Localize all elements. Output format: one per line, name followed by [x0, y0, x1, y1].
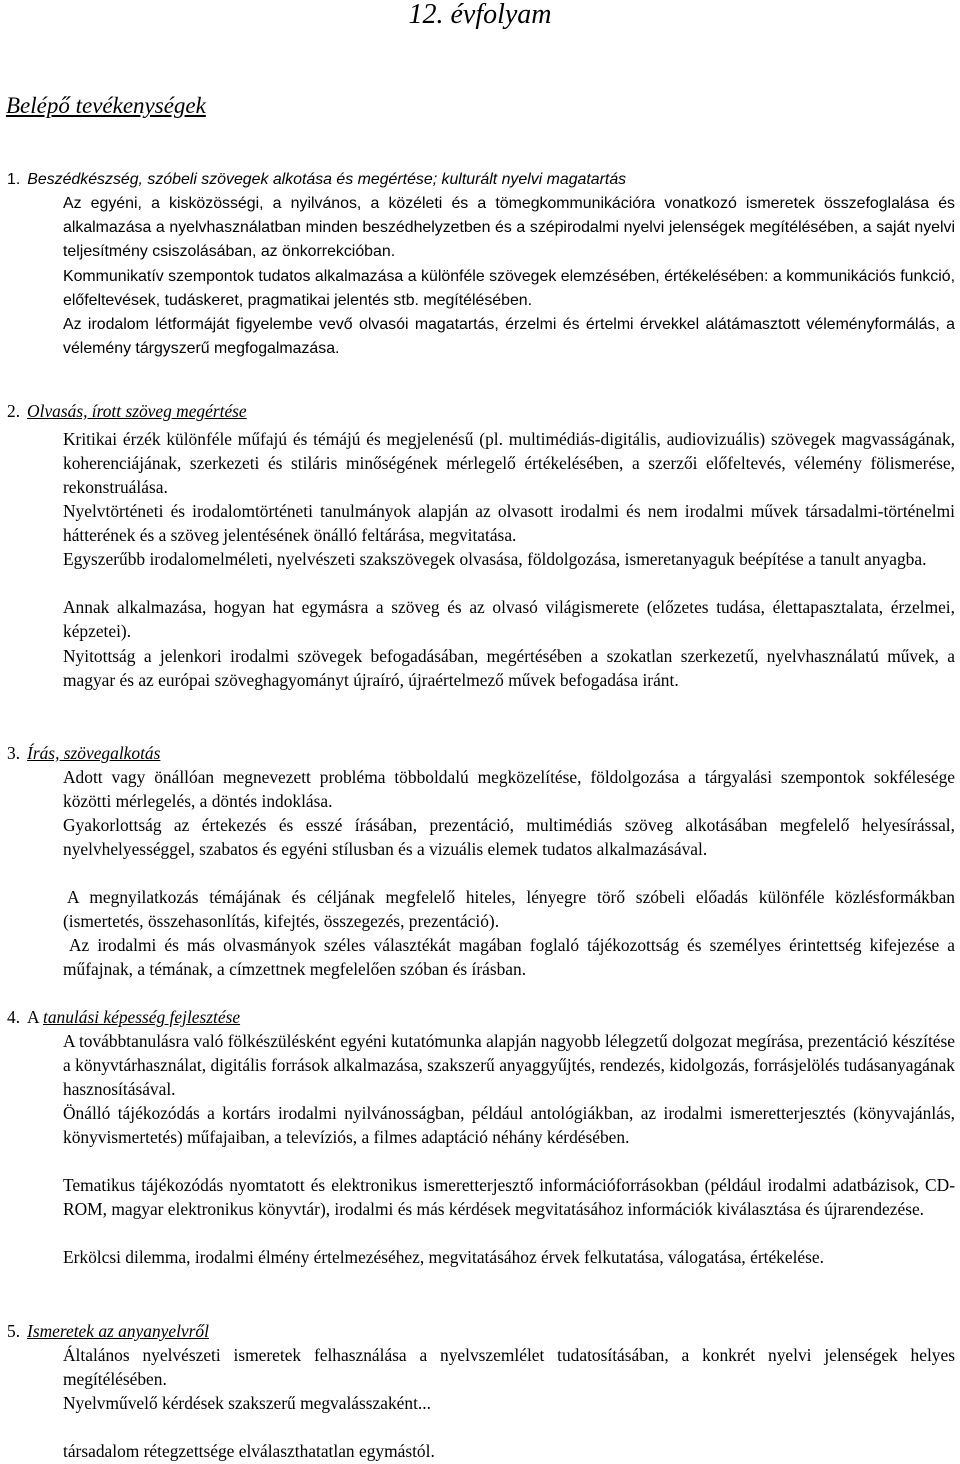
- section-number: 5.: [7, 1321, 21, 1341]
- section-5-paragraph: Nyelvművelő kérdések szakszerű megvalásszaként...: [63, 1393, 431, 1413]
- section-4-paragraph: Erkölcsi dilemma, irodalmi élmény értelmezéséhez, megvitatásához érvek felkutatása, válogatása, értékelése.: [63, 1247, 824, 1267]
- section-2-heading: [7, 399, 247, 423]
- section-title: Olvasás, írott szöveg megértése: [27, 401, 247, 421]
- section-3-paragraph: Az irodalmi és más olvasmányok széles választékát magában foglaló tájékozottság és személyes érintettség kifejezése a műfajnak, a témának, a címzettnek megfelelően szóban és írásban.: [63, 935, 955, 979]
- section-1-heading: [7, 168, 626, 192]
- section-4-paragraph: A továbbtanulásra való fölkészülésként egyéni kutatómunka alapján nagyobb lélegzetű dolgozat megírása, prezentáció készítése a könyvtárhasználat, digitális források alkalmazása, szakszerű anyaggyűjtés, rendezés, kidolgozás, forrásjelölés tudásanyagának hasznosításával.: [63, 1031, 955, 1099]
- section-1-paragraph: Kommunikatív szempontok tudatos alkalmazása a különféle szövegek elemzésében, értékelésében: a kommunikációs funkció, előfeltevések, tudáskeret, pragmatikai jelentés stb. megítélésében.: [63, 268, 955, 309]
- section-4-heading: [7, 1005, 240, 1029]
- section-title: Ismeretek az anyanyelvről: [27, 1321, 209, 1341]
- section-title-prefix: A: [27, 1007, 39, 1027]
- section-2-paragraph: Kritikai érzék különféle műfajú és témájú és megjelenésű (pl. multimédiás-digitális, audiovizuális) szövegek magvasságának, koherenciájának, szerkezeti és stiláris minőségének mérlegelő értékelésében, a szerzői előfeltevés, vélemény fölismerése, rekonstruálása.: [63, 429, 955, 497]
- page-subtitle: Belépő tevékenységek: [6, 93, 206, 118]
- section-3-paragraph: A megnyilatkozás témájának és céljának megfelelő hiteles, lényegre törő szóbeli előadás különféle közlésformákban (ismertetés, összehasonlítás, kifejtés, összegezés, prezentáció).: [63, 887, 955, 931]
- section-4-paragraph: Önálló tájékozódás a kortárs irodalmi nyilvánosságban, például antológiákban, az irodalmi ismeretterjesztés (könyvajánlás, könyvismertetés) műfajaiban, a televíziós, a filmes adaptáció néhány kérdésében.: [63, 1103, 955, 1147]
- section-2-paragraph: Nyelvtörténeti és irodalomtörténeti tanulmányok alapján az olvasott irodalmi és nem irodalmi művek társadalmi-történelmi hátterének és a szöveg jelentésének önálló feltárása, megvitatása.: [63, 501, 955, 545]
- section-number: 3.: [7, 743, 21, 763]
- section-3-paragraph: Adott vagy önállóan megnevezett probléma többoldalú megközelítése, földolgozása a tárgyalási szempontok sokfélesége közötti mérlegelés, a döntés indoklása.: [63, 767, 955, 811]
- section-title: Beszédkészség, szóbeli szövegek alkotása és megértése; kulturált nyelvi magatartás: [27, 171, 627, 188]
- section-title: Írás, szövegalkotás: [27, 743, 161, 763]
- section-5-paragraph: Általános nyelvészeti ismeretek felhasználása a nyelvszemlélet tudatosításában, a konkrét nyelvi jelenségek helyes megítélésében.: [63, 1345, 955, 1389]
- section-3-paragraph: Gyakorlottság az értekezés és esszé írásában, prezentáció, multimédiás szöveg alkotásában megfelelő helyesírással, nyelvhelyességgel, szabatos és egyéni stílusban és a vizuális elemek tudatos alkalmazásával.: [63, 815, 955, 859]
- section-2-paragraph: Egyszerűbb irodalomelméleti, nyelvészeti szakszövegek olvasása, földolgozása, ismeretanyaguk beépítése a tanult anyagba.: [63, 549, 927, 569]
- section-number: 2.: [7, 401, 21, 421]
- section-1-paragraph: Az egyéni, a kisközösségi, a nyilvános, a közéleti és a tömegkommunikációra vonatkozó ismeretek összefoglalása és alkalmazása a nyelvhasználatban minden beszédhelyzetben és a szépirodalmi nyelvi jelenségek megítélésében, a saját nyelvi teljesítmény csiszolásában, az önkorrekcióban.: [63, 195, 955, 260]
- section-3-heading: [7, 741, 160, 765]
- page-title: 12. évfolyam: [408, 0, 552, 30]
- section-2-paragraph: Annak alkalmazása, hogyan hat egymásra a szöveg és az olvasó világismerete (előzetes tudása, élettapasztalata, érzelmei, képzetei).: [63, 597, 955, 641]
- section-2-paragraph: Nyitottság a jelenkori irodalmi szövegek befogadásában, megértésében a szokatlan szerkezetű, nyelvhasználatú művek, a magyar és az európai szöveghagyományt újraíró, újraértelmező művek befogadása iránt.: [63, 646, 955, 690]
- section-number: 1.: [7, 171, 21, 188]
- section-5-heading: [7, 1319, 209, 1343]
- section-4-paragraph: Tematikus tájékozódás nyomtatott és elektronikus ismeretterjesztő információforrásokban (például irodalmi adatbázisok, CD-ROM, magyar elektronikus könyvtár), irodalmi és más kérdések megvitatásához információk kiválasztása és újrarendezése.: [63, 1175, 955, 1219]
- section-number: 4.: [7, 1007, 21, 1027]
- section-1-paragraph: Az irodalom létformáját figyelembe vevő olvasói magatartás, érzelmi és értelmi érvekkel alátámasztott véleményformálás, a vélemény tárgyszerű megfogalmazása.: [63, 316, 955, 357]
- section-5-paragraph: társadalom rétegzettsége elválaszthatatlan egymástól.: [63, 1441, 435, 1461]
- section-title: tanulási képesség fejlesztése: [43, 1007, 241, 1027]
